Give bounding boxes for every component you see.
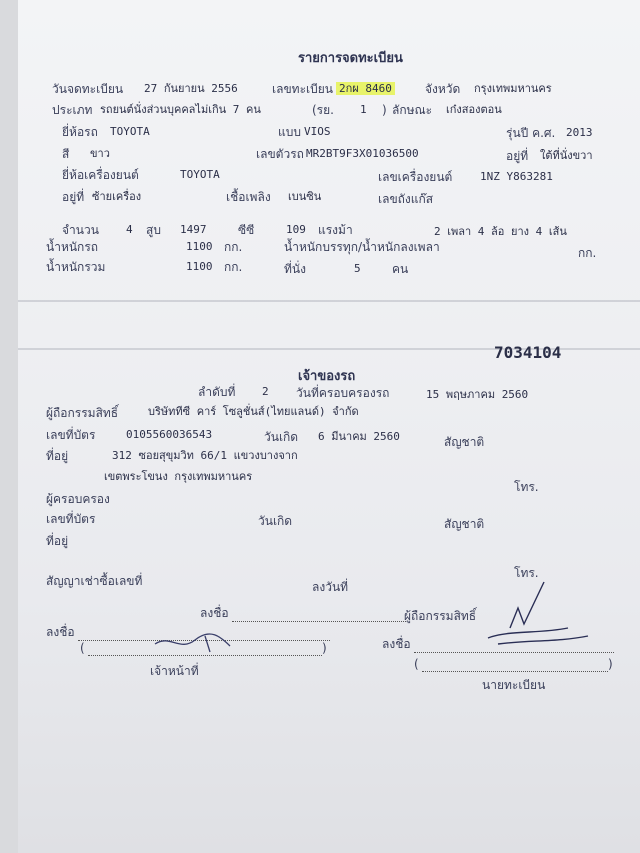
owner-dob-label: วันเกิด [264, 430, 299, 444]
color-value: ขาว [90, 147, 110, 160]
year-label: รุ่นปี ค.ศ. [506, 126, 556, 140]
hp-unit: แรงม้า [318, 223, 353, 237]
reg-date-value: 27 กันยายน 2556 [144, 82, 238, 95]
contract-date-label: ลงวันที่ [312, 580, 349, 594]
weight-unit: กก. [224, 240, 243, 254]
bracket-close: ) [322, 641, 327, 655]
gross-weight-label: น้ำหนักรวม [46, 260, 106, 274]
style-value: เก๋งสองตอน [446, 103, 502, 116]
signature-line [232, 620, 406, 622]
province-label: จังหวัด [425, 82, 461, 96]
rs-value: 1 [360, 103, 367, 116]
model-value: VIOS [304, 125, 331, 138]
fuel-label: เชื้อเพลิง [226, 190, 271, 204]
chassis-location-value: ใต้ที่นั่งขวา [540, 149, 593, 162]
owner-nationality-label: สัญชาติ [444, 435, 485, 449]
possessor-id-label: เลขที่บัตร [46, 512, 96, 526]
right-sign-label: ลงชื่อ [382, 637, 411, 651]
paper-fold [18, 300, 640, 302]
seats-label: ที่นั่ง [284, 262, 306, 276]
holder-value: บริษัททีซี คาร์ โซลูชั่นส์(ไทยแลนด์) จำกัด [148, 405, 359, 418]
model-label: แบบ [278, 125, 301, 139]
owner-seq-value: 2 [262, 385, 269, 398]
type-label: ประเภท [52, 103, 93, 117]
possessor-tel-label: โทร. [514, 566, 539, 580]
engine-location-value: ซ้ายเครื่อง [92, 190, 142, 203]
rs-label: (รย. [312, 103, 334, 117]
owner-address-line1: 312 ซอยสุขุมวิท 66/1 แขวงบางจาก [112, 449, 298, 462]
holder-label: ผู้ถือกรรมสิทธิ์ [46, 406, 119, 420]
owner-tel-label: โทร. [514, 480, 539, 494]
province-value: กรุงเทพมหานคร [474, 82, 552, 95]
engine-no-value: 1NZ Y863281 [480, 170, 553, 183]
owner-address-label: ที่อยู่ [46, 449, 69, 463]
gas-tank-label: เลขถังแก๊ส [378, 192, 434, 206]
engine-brand-label: ยี่ห้อเครื่องยนต์ [62, 168, 139, 182]
sign-label: ลงชื่อ [200, 606, 229, 620]
engine-location-label: อยู่ที่ [62, 190, 85, 204]
page-title: รายการจดทะเบียน [298, 51, 403, 66]
brand-value: TOYOTA [110, 125, 150, 138]
load-label: น้ำหนักบรรทุก/น้ำหนักลงเพลา [284, 240, 440, 254]
owner-seq-label: ลำดับที่ [198, 385, 236, 399]
possessor-address-label: ที่อยู่ [46, 534, 69, 548]
engine-no-label: เลขเครื่องยนต์ [378, 170, 453, 184]
load-unit: กก. [578, 246, 597, 260]
possess-date-label: วันที่ครอบครองรถ [296, 386, 390, 400]
year-value: 2013 [566, 126, 593, 139]
possessor-dob-label: วันเกิด [258, 514, 293, 528]
style-label: ลักษณะ [392, 103, 433, 117]
right-name-line [422, 670, 608, 672]
axle-info: 2 เพลา 4 ล้อ ยาง 4 เส้น [434, 225, 567, 238]
fuel-value: เบนซิน [288, 190, 322, 203]
seats-unit: คน [392, 262, 409, 276]
owner-id-label: เลขที่บัตร [46, 428, 96, 442]
plate-label: เลขทะเบียน [272, 82, 333, 96]
holder-signature-label: ผู้ถือกรรมสิทธิ์ [404, 609, 477, 623]
engine-brand-value: TOYOTA [180, 168, 220, 181]
reg-date-label: วันจดทะเบียน [52, 82, 124, 96]
possess-date-value: 15 พฤษภาคม 2560 [426, 388, 529, 401]
cylinders-value: 4 [126, 223, 133, 236]
contract-label: สัญญาเช่าซื้อเลขที่ [46, 574, 143, 588]
left-sign-label: ลงชื่อ [46, 625, 75, 639]
owner-id-value: 0105560036543 [126, 428, 213, 441]
officer-signature [150, 626, 260, 656]
cylinders-unit: สูบ [146, 223, 161, 237]
officer-label: เจ้าหน้าที่ [150, 664, 199, 678]
bracket-close: ) [608, 657, 613, 671]
plate-value: 2กผ 8460 [336, 82, 395, 95]
type-value: รถยนต์นั่งส่วนบุคคลไม่เกิน 7 คน [100, 103, 261, 116]
possessor-nationality-label: สัญชาติ [444, 517, 485, 531]
weight-label: น้ำหนักรถ [46, 240, 99, 254]
chassis-label: เลขตัวรถ [256, 147, 304, 161]
bracket-open: ( [414, 657, 419, 671]
seats-value: 5 [354, 262, 361, 275]
serial-number: 7034104 [494, 343, 562, 362]
color-label: สี [62, 147, 70, 161]
possessor-label: ผู้ครอบครอง [46, 492, 110, 506]
chassis-value: MR2BT9F3X01036500 [306, 147, 419, 160]
bracket-open: ( [80, 641, 85, 655]
chassis-location-label: อยู่ที่ [506, 149, 529, 163]
rs-close: ) [382, 103, 387, 117]
registrar-label: นายทะเบียน [482, 678, 546, 692]
brand-label: ยี่ห้อรถ [62, 125, 98, 139]
weight-value: 1100 [186, 240, 213, 253]
registrar-signature [448, 578, 598, 658]
cc-unit: ซีซี [238, 223, 255, 237]
gross-weight-value: 1100 [186, 260, 213, 273]
cylinders-label: จำนวน [62, 223, 99, 237]
owner-address-line2: เขตพระโขนง กรุงเทพมหานคร [104, 470, 253, 483]
owner-section-title: เจ้าของรถ [298, 369, 356, 384]
gross-weight-unit: กก. [224, 260, 243, 274]
owner-dob-value: 6 มีนาคม 2560 [318, 430, 400, 443]
hp-value: 109 [286, 223, 306, 236]
cc-value: 1497 [180, 223, 207, 236]
